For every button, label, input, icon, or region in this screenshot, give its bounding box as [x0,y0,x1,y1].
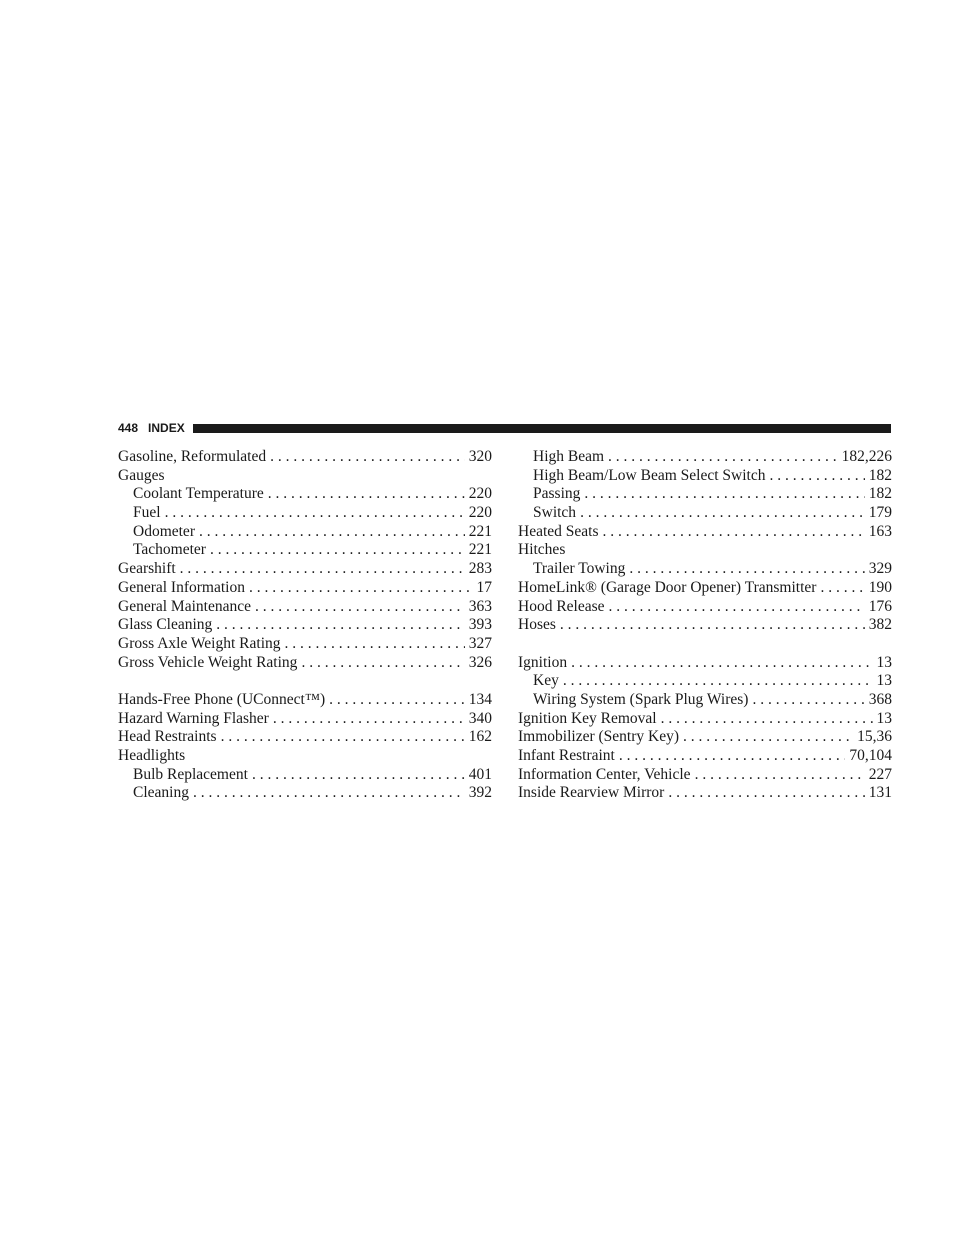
entry-page: 368 [868,690,892,708]
entry-term: Head Restraints [118,728,217,746]
entry-term: Hood Release [518,597,605,615]
index-entry [118,710,492,729]
entry-term: Gearshift [118,560,176,578]
dot-leader [584,485,864,504]
dot-leader [193,784,465,803]
entry-term: Coolant Temperature [133,485,264,503]
index-entry [518,747,892,766]
index-entry [518,616,892,635]
entry-term: Inside Rearview Mirror [518,784,665,802]
entry-term: Hazard Warning Flasher [118,709,269,727]
entry-page: 163 [868,522,892,540]
entry-term: High Beam/Low Beam Select Switch [533,466,766,484]
entry-page: 15,36 [857,728,892,746]
dot-leader [180,560,465,579]
entry-term: Ignition Key Removal [518,709,657,727]
dot-leader [769,467,864,486]
index-column-left [118,448,492,803]
index-entry [118,448,492,467]
section-title: INDEX [148,421,185,435]
index-entry [118,691,492,710]
index-subentry [518,485,892,504]
dot-leader [571,654,872,673]
entry-term: Headlights [118,747,186,764]
index-subentry [118,784,492,803]
dot-leader [301,654,464,673]
entry-page: 179 [868,504,892,522]
entry-term: High Beam [533,448,605,465]
entry-page: 17 [476,578,492,596]
dot-leader [249,579,473,598]
entry-gap [118,672,492,691]
entry-term: Glass Cleaning [118,616,213,634]
index-subentry [518,504,892,523]
index-entry [118,616,492,635]
dot-leader [602,523,864,542]
entry-page: 382 [868,616,892,634]
index-subentry [518,672,892,691]
index-entry [118,728,492,747]
page-header [118,420,891,436]
entry-page: 329 [868,560,892,578]
entry-term: Hands-Free Phone (UConnect™) [118,690,326,708]
index-entry [118,560,492,579]
index-subentry [518,560,892,579]
entry-term: Trailer Towing [533,560,626,578]
index-entry [518,598,892,617]
index-entry [118,747,492,766]
entry-term: Passing [533,485,581,503]
entry-term: Heated Seats [518,522,599,540]
entry-page: 13 [876,653,892,671]
index-subentry [118,504,492,523]
entry-gap [518,635,892,654]
entry-term: Ignition [518,653,568,671]
header-rule [193,424,891,433]
entry-term: Infant Restraint [518,747,615,764]
index-entry [518,654,892,673]
entry-page: 220 [468,504,492,522]
index-entry [518,579,892,598]
entry-page: 134 [468,690,492,708]
index-entry [118,635,492,654]
entry-term: Gauges [118,466,165,484]
dot-leader [629,560,864,579]
entry-page: 326 [468,653,492,671]
index-entry [518,784,892,803]
dot-leader [619,747,846,766]
dot-leader [329,691,465,710]
index-entry [518,523,892,542]
entry-page: 393 [468,616,492,634]
dot-leader [255,598,465,617]
dot-leader [820,579,864,598]
dot-leader [285,635,465,654]
dot-leader [216,616,464,635]
index-subentry [118,766,492,785]
index-entry [518,541,892,560]
dot-leader [210,541,465,560]
entry-page: 283 [468,560,492,578]
entry-term: Fuel [133,504,161,522]
entry-term: HomeLink® (Garage Door Opener) Transmitter [518,578,817,596]
dot-leader [268,485,465,504]
dot-leader [661,710,873,729]
entry-page: 340 [468,709,492,727]
index-entry [518,710,892,729]
dot-leader [580,504,865,523]
index-subentry [118,541,492,560]
dot-leader [273,710,465,729]
entry-term: Hoses [518,616,556,634]
dot-leader [668,784,864,803]
entry-term: Switch [533,504,577,522]
entry-page: 227 [868,765,892,783]
dot-leader [221,728,465,747]
entry-page: 182,226 [841,448,892,465]
index-entry [118,467,492,486]
dot-leader [270,448,465,467]
entry-page: 221 [468,522,492,540]
entry-page: 70,104 [849,747,892,764]
entry-term: Odometer [133,522,195,540]
entry-page: 363 [468,597,492,615]
entry-term: Bulb Replacement [133,765,248,783]
entry-page: 162 [468,728,492,746]
entry-page: 220 [468,485,492,503]
entry-term: Tachometer [133,541,206,559]
entry-term: General Information [118,578,245,596]
dot-leader [695,766,865,785]
index-entry [518,766,892,785]
entry-page: 13 [876,672,892,690]
entry-page: 182 [868,466,892,484]
entry-page: 182 [868,485,892,503]
index-entry [118,579,492,598]
entry-page: 176 [868,597,892,615]
dot-leader [563,672,873,691]
entry-term: Gasoline, Reformulated [118,448,267,465]
entry-term: Key [533,672,559,690]
index-subentry [118,485,492,504]
index-subentry [118,523,492,542]
entry-page: 221 [468,541,492,559]
dot-leader [752,691,864,710]
dot-leader [252,766,465,785]
entry-page: 320 [468,448,492,465]
entry-term: Hitches [518,541,566,559]
entry-term: Information Center, Vehicle [518,765,691,783]
index-entry [118,598,492,617]
entry-page: 190 [868,578,892,596]
dot-leader [609,598,865,617]
index-entry [118,654,492,673]
dot-leader [199,523,465,542]
entry-term: Gross Axle Weight Rating [118,634,281,652]
entry-page: 392 [468,784,492,802]
entry-page: 401 [468,765,492,783]
entry-page: 327 [468,634,492,652]
dot-leader [608,448,838,467]
entry-term: Gross Vehicle Weight Rating [118,653,298,671]
entry-term: Immobilizer (Sentry Key) [518,728,679,746]
entry-page: 13 [876,709,892,727]
entry-term: Wiring System (Spark Plug Wires) [533,690,749,708]
dot-leader [560,616,865,635]
index-subentry [518,691,892,710]
dot-leader [165,504,465,523]
entry-term: Cleaning [133,784,189,802]
entry-page: 131 [868,784,892,802]
dot-leader [683,728,853,747]
page-number: 448 [118,421,139,435]
index-subentry [518,467,892,486]
index-subentry [518,448,892,467]
index-entry [518,728,892,747]
index-column-right [518,448,892,803]
entry-term: General Maintenance [118,597,251,615]
